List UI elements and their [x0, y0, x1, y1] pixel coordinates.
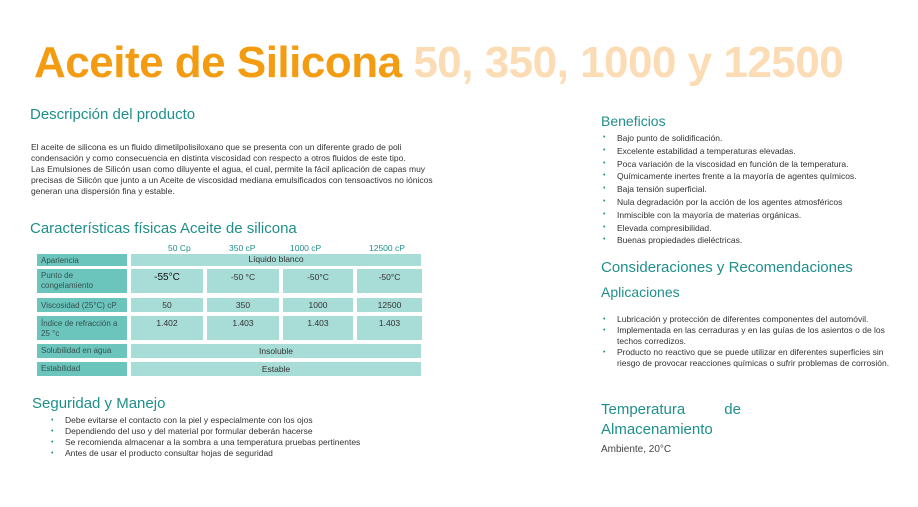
benefit-item: • Buenas propiedades dieléctricas.	[601, 234, 901, 247]
cell-congelamiento-50: -55°C	[131, 269, 203, 293]
cell-congelamiento-1000: -50°C	[283, 269, 353, 293]
row-label-estabilidad: Estabilidad	[37, 362, 127, 376]
cell-viscosidad-50: 50	[131, 298, 203, 312]
cell-refraccion-50: 1.402	[131, 316, 203, 340]
benefits-list	[601, 132, 901, 247]
application-item: • Producto no reactivo que se puede utilizar en diferentes superficies sin riesgo de provocar reacciones químicas o sufrir problemas de corrosión.	[601, 347, 903, 369]
application-item: • Implementada en las cerraduras y en las guías de los asientos o de los techos corredizos.	[601, 325, 903, 347]
description-heading: Descripción del producto	[30, 106, 196, 123]
safety-item: • Debe evitarse el contacto con la piel y especialmente con los ojos	[49, 415, 449, 426]
safety-heading: Seguridad y Manejo	[32, 395, 166, 412]
benefits-heading: Beneficios	[601, 113, 666, 129]
storage-temperature-value: Ambiente, 20°C	[601, 444, 672, 455]
benefit-item: • Baja tensión superficial.	[601, 183, 901, 196]
characteristics-heading: Características físicas Aceite de silicona	[30, 220, 297, 237]
cell-viscosidad-350: 350	[207, 298, 279, 312]
column-header-50: 50 Cp	[168, 243, 191, 253]
title-main: Aceite de Silicona	[34, 38, 402, 87]
row-label-viscosidad: Viscosidad (25°C) cP	[37, 298, 127, 312]
row-label-apariencia: Apariencia	[37, 254, 127, 266]
title-grades: 50, 350, 1000 y 12500	[413, 38, 844, 87]
benefit-item: • Inmiscible con la mayoría de materias orgánicas.	[601, 209, 901, 222]
cell-refraccion-1000: 1.403	[283, 316, 353, 340]
applications-subheading: Aplicaciones	[601, 284, 680, 300]
row-label-punto-congelamiento: Punto de congelamiento	[37, 269, 127, 293]
description-body	[31, 142, 451, 197]
cell-viscosidad-1000: 1000	[283, 298, 353, 312]
description-paragraph-1: El aceite de silicona es un fluido dimetilpolisiloxano que se presenta con un diferente grado de poli condensación y como consecuencia en distinta viscosidad con respecto a otros fluidos de este tipo.	[31, 142, 406, 163]
cell-refraccion-350: 1.403	[207, 316, 279, 340]
considerations-heading: Consideraciones y Recomendaciones	[601, 259, 853, 276]
benefit-item: • Elevada compresibilidad.	[601, 222, 901, 235]
page-title	[34, 36, 843, 90]
benefit-item: • Poca variación de la viscosidad en función de la temperatura.	[601, 158, 901, 171]
description-paragraph-2: Las Emulsiones de Silicón usan como diluyente el agua, el cual, permite la fácil aplicación de capas muy precisas de Silicón que junto a un Aceite de viscosidad mediana emulsificados con tensoactivos no iónicos generan una dispersión fina y estable.	[31, 164, 433, 196]
safety-item: • Antes de usar el producto consultar hojas de seguridad	[49, 448, 449, 459]
application-item: • Lubricación y protección de diferentes componentes del automóvil.	[601, 314, 903, 325]
benefit-item: • Bajo punto de solidificación.	[601, 132, 901, 145]
column-header-350: 350 cP	[229, 243, 256, 253]
cell-congelamiento-12500: -50°C	[357, 269, 422, 293]
safety-item: • Dependiendo del uso y del material por formular deberán hacerse	[49, 426, 449, 437]
storage-temperature-heading: Temperatura de Almacenamiento	[601, 401, 741, 438]
cell-apariencia: Líquido blanco	[131, 254, 421, 266]
column-header-12500: 12500 cP	[369, 243, 405, 253]
applications-list	[601, 314, 903, 369]
cell-viscosidad-12500: 12500	[357, 298, 422, 312]
safety-list	[49, 415, 449, 459]
column-header-1000: 1000 cP	[290, 243, 322, 253]
benefit-item: • Excelente estabilidad a temperaturas elevadas.	[601, 145, 901, 158]
benefit-item: • Químicamente inertes frente a la mayoría de agentes químicos.	[601, 170, 901, 183]
row-label-indice-refraccion: Índice de refracción a 25 °c	[37, 316, 127, 340]
safety-item: • Se recomienda almacenar a la sombra a una temperatura pruebas pertinentes	[49, 437, 449, 448]
cell-congelamiento-350: -50 °C	[207, 269, 279, 293]
benefit-item: • Nula degradación por la acción de los agentes atmosféricos	[601, 196, 901, 209]
cell-solubilidad: Insoluble	[131, 344, 421, 358]
row-label-solubilidad: Solubilidad en agua	[37, 344, 127, 358]
cell-refraccion-12500: 1.403	[357, 316, 422, 340]
cell-estabilidad: Estable	[131, 362, 421, 376]
